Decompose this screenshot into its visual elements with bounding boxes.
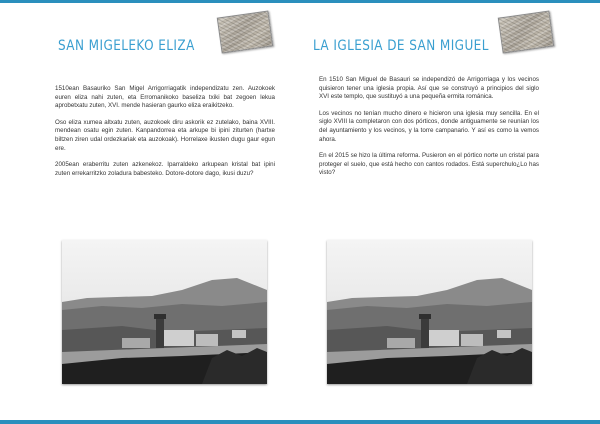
bottom-accent-band bbox=[0, 420, 600, 424]
church-landscape-photo bbox=[327, 240, 532, 384]
paragraph: En el 2015 se hizo la última reforma. Pusieron en el pórtico norte un cristal para proteger el suelo, que está hecho con cantos rodados. Está superchulo¿Lo has visto? bbox=[319, 152, 539, 177]
right-page bbox=[300, 0, 600, 424]
body-text bbox=[55, 85, 275, 186]
paragraph: En 1510 San Miguel de Basauri se independizó de Arrigorriaga y los vecinos quisieron tener una iglesia propia. Así que se construyó a principios del siglo XVI este templo, que sustituyó a una pequeña ermita románica. bbox=[319, 76, 539, 101]
stone-relief-stamp bbox=[498, 11, 555, 54]
page-title: LA IGLESIA DE SAN MIGUEL bbox=[313, 38, 489, 54]
body-text bbox=[319, 76, 539, 186]
paragraph: 2005ean eraberritu zuten azkenekoz. Iparraldeko arkupean kristal bat ipini zuten errekarritzko zoladura babesteko. Dotore-dotore dago, ikusi duzu? bbox=[55, 161, 275, 177]
stone-relief-stamp bbox=[217, 11, 274, 54]
page-title: SAN MIGELEKO ELIZA bbox=[58, 38, 195, 54]
paragraph: Los vecinos no tenían mucho dinero e hicieron una iglesia muy sencilla. En el siglo XVIII la completaron con dos pórticos, donde antiguamente se reunían los del ayuntamiento y los vecinos, y la torre campanario. Y así es como la vemos ahora. bbox=[319, 109, 539, 143]
paragraph: 1510ean Basauriko San Migel Arrigorriagatik independizatu zen. Auzokoek euren eliza nahi zuten, eta Erromanikoko baseliza txiki bat zegoen lekua aprobetxatu zuten, XVI. mende hasieran gaurko eliza eraikitzeko. bbox=[55, 85, 275, 110]
paragraph: Oso eliza xumea altxatu zuten, auzokoek diru askorik ez zutelako, baina XVIII. mendean osatu egin zuten. Kanpandorrea eta arkupe bi ipini ziturten (hartxe biltzen ziren udal ordezkariak eta auzokoak). Horrelaxe ikusten dugu gaur egun ere. bbox=[55, 118, 275, 152]
church-landscape-photo bbox=[62, 240, 267, 384]
top-accent-band bbox=[0, 0, 600, 3]
